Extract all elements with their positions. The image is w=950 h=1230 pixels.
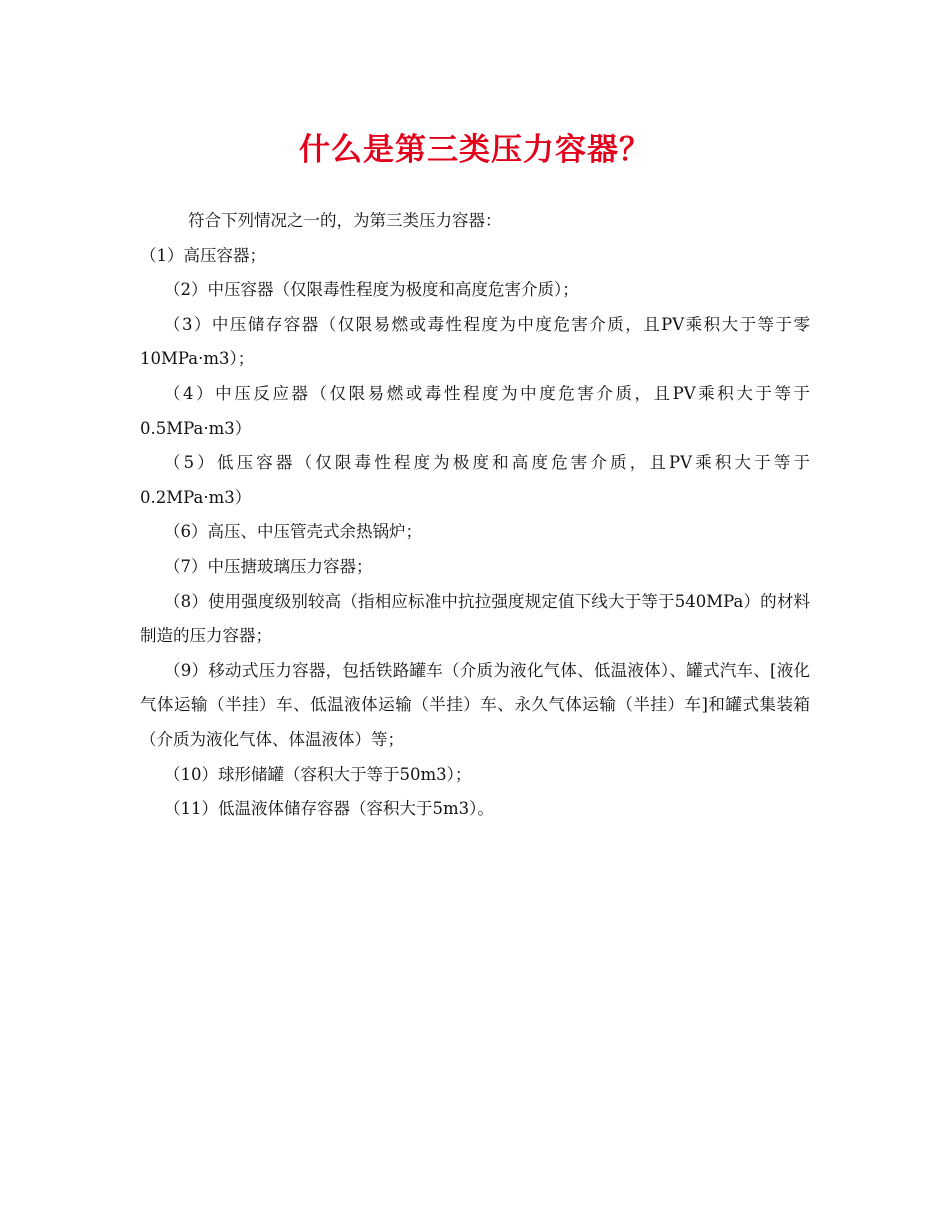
list-item-5: （5）低压容器（仅限毒性程度为极度和高度危害介质，且PV乘积大于等于0.2MPa·m3） [140, 453, 810, 507]
list-item-8: （8）使用强度级别较高（指相应标准中抗拉强度规定值下线大于等于540MPa）的材料制造的压力容器； [140, 591, 810, 646]
document-body [140, 204, 810, 827]
list-item-2: （2）中压容器（仅限毒性程度为极度和高度危害介质）； [164, 280, 579, 300]
list-item-7: （7）中压搪玻璃压力容器； [164, 556, 373, 576]
list-item-6: （6）高压、中压管壳式余热锅炉； [164, 522, 422, 542]
list-item-1: （1）高压容器； [140, 245, 266, 265]
document-title: 什么是第三类压力容器？ [299, 132, 651, 168]
list-item-10: （10）球形储罐（容积大于等于50m3）； [164, 764, 472, 784]
list-item-4: （4）中压反应器（仅限易燃或毒性程度为中度危害介质，且PV乘积大于等于0.5MPa·m3） [140, 383, 810, 438]
list-item-3: （3）中压储存容器（仅限易燃或毒性程度为中度危害介质，且PV乘积大于等于零10MPa·m3）； [140, 314, 810, 369]
list-item-11: （11）低温液体储存容器（容积大于5m3）。 [164, 799, 494, 819]
intro-paragraph: 符合下列情况之一的，为第三类压力容器： [188, 211, 502, 230]
list-item-9: （9）移动式压力容器，包括铁路罐车（介质为液化气体、低温液体）、罐式汽车、[液化气体运输（半挂）车、低温液体运输（半挂）车、永久气体运输（半挂）车]和罐式集装箱（介质为液化气体、体温液体）等； [140, 660, 810, 749]
